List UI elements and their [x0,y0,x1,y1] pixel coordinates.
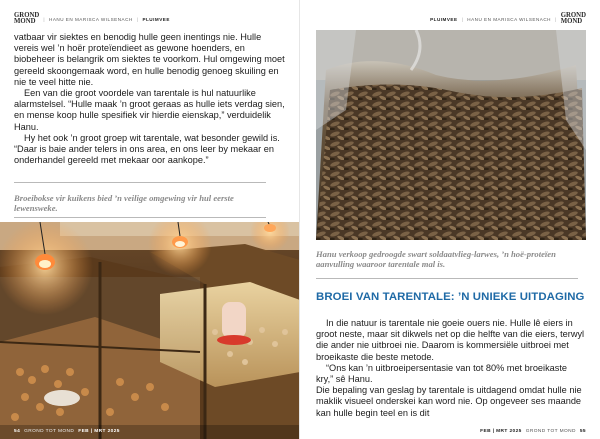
logo-line1: GROND [14,12,40,19]
paragraph: In die natuur is tarentale nie goeie ouers nie. Hulle lê eiers in groot neste, maar sit dikwels net op die helfte van die eiers, terwyl die ander nie uitbroei nie. Daarom is kommersiële uitbroei met broeikaste die beste metode. [316,318,585,362]
left-page-header: GROND MOND | HANU EN MARISCA WILSENACH | PLUIMVEE [14,12,170,25]
paragraph: Hy het ook ’n groot groep wit tarentale, wat besonder gewild is. “Daar is baie ander telers in ons area, en ons leer by mekaar en onderhandel gereeld met mekaar oor aankope.” [14,132,280,166]
page-number: 55 [579,429,586,434]
logo-line2: MOND [560,18,583,25]
footer-issue: FEB | MRT 2025 [480,429,522,434]
paragraph: Een van die groot voordele van tarentale is hul natuurlike alarmstelsel. “Hulle maak ’n groot geraas as hulle iets verdag sien, en mense koop hulle spesifiek vir hierdie eienskap,” verduidelik Hanu. [14,88,285,132]
paragraph: Die bepaling van geslag by tarentale is uitdagend omdat hulle nie maklik visueel onderskei kan word nie. Op ongeveer ses maande kan hulle begin teel en is dit [316,385,582,418]
caption-rule [14,217,266,218]
right-page [300,0,600,439]
brooder-photo [0,222,300,439]
page-number: 54 [14,429,21,434]
paragraph: vatbaar vir siektes en benodig hulle geen inentings nie. Hulle vereis wel ’n hoër proteïendieet as gewone hoenders, en biobeheer is belangrik om siektes te voorkom. Hul omgewing moet gereeld skoongemaak word, en hulle benodig genoeg skuiling en nie te veel hitte nie. [14,32,285,87]
header-authors: HANU EN MARISCA WILSENACH [49,16,133,22]
caption-rule [316,278,578,279]
header-section: PLUIMVEE [142,16,170,22]
right-footer [480,429,586,434]
header-authors: HANU EN MARISCA WILSENACH [467,16,551,22]
photo-caption: Broeibokse vir kuikens bied ’n veilige omgewing vir hul eerste lewensweke. [14,193,234,214]
larvae-photo [316,30,586,240]
footer-magazine: GROND TOT MOND [24,429,75,434]
photo-caption: Hanu verkoop gedroogde swart soldaatvlieg-larwes, ’n hoë-proteïen aanvulling waaroor tarentale mal is. [316,249,556,270]
left-footer [14,429,120,434]
magazine-logo [14,13,39,25]
footer-magazine: GROND TOT MOND [525,429,576,434]
left-article-body [14,32,286,166]
section-title: BROEI VAN TARENTALE: ’N UNIEKE UITDAGING [316,291,585,303]
footer-issue: FEB | MRT 2025 [78,429,120,434]
header-section: PLUIMVEE [430,16,458,22]
logo-line2: MOND [14,18,36,25]
caption-rule [14,182,266,183]
right-article-body [316,318,586,419]
paragraph: “Ons kan ’n uitbroeipersentasie van tot 80% met broeikaste kry,” sê Hanu. [316,362,568,385]
right-page-header: PLUIMVEE | HANU EN MARISCA WILSENACH | GROND MOND [430,12,586,25]
magazine-logo [561,13,586,25]
logo-line1: GROND [560,12,586,19]
